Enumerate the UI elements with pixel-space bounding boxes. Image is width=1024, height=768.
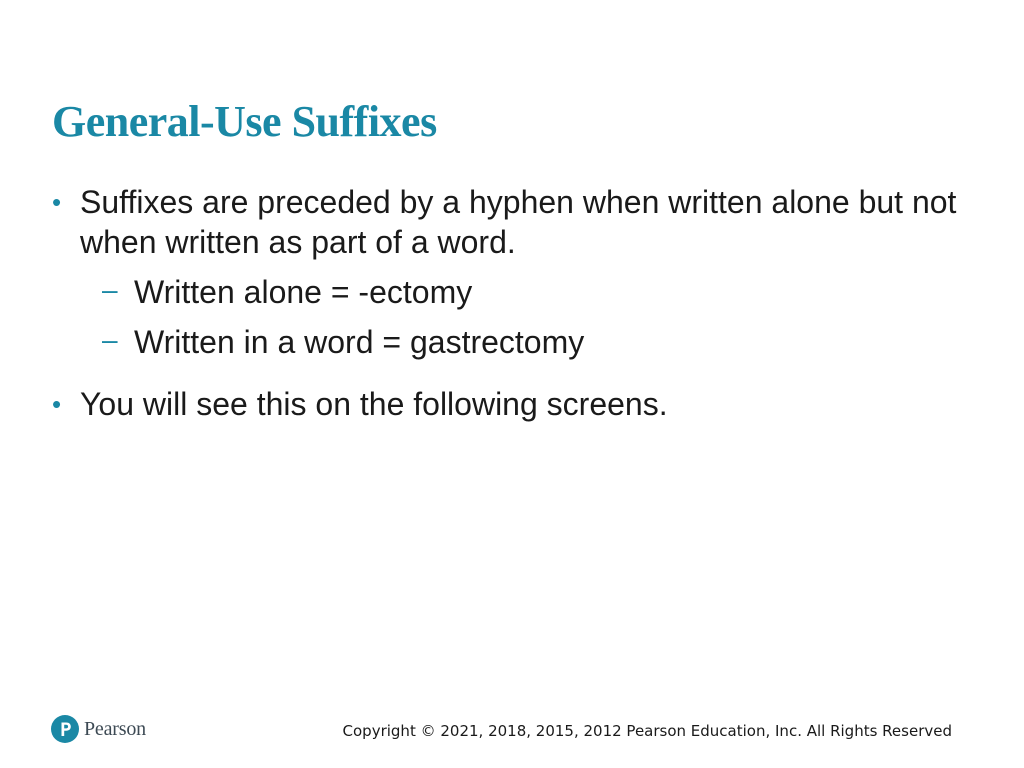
footer xyxy=(0,700,1024,768)
bullet-list xyxy=(52,182,982,424)
bullet-item xyxy=(52,182,982,362)
sub-bullet-item xyxy=(80,272,982,312)
sub-bullet-item xyxy=(80,322,982,362)
slide-title: General-Use Suffixes xyxy=(52,97,437,146)
bullet-marker: • xyxy=(52,389,62,419)
pearson-logo-text: Pearson xyxy=(84,717,146,740)
pearson-logo-icon xyxy=(51,715,79,743)
pearson-logo xyxy=(51,713,146,745)
dash-marker: – xyxy=(102,274,118,305)
sub-bullet-text: Written in a word = gastrectomy xyxy=(134,324,585,360)
dash-marker: – xyxy=(102,324,118,355)
bullet-marker: • xyxy=(52,187,62,217)
sub-bullet-text: Written alone = -ectomy xyxy=(134,274,473,310)
bullet-text: You will see this on the following screens. xyxy=(80,386,668,422)
copyright-notice: Copyright © 2021, 2018, 2015, 2012 Pearson Education, Inc. All Rights Reserved xyxy=(342,722,952,740)
sub-bullet-list xyxy=(80,272,982,362)
bullet-text: Suffixes are preceded by a hyphen when written alone but not when written as part of a word. xyxy=(80,184,957,260)
bullet-item xyxy=(52,384,982,424)
